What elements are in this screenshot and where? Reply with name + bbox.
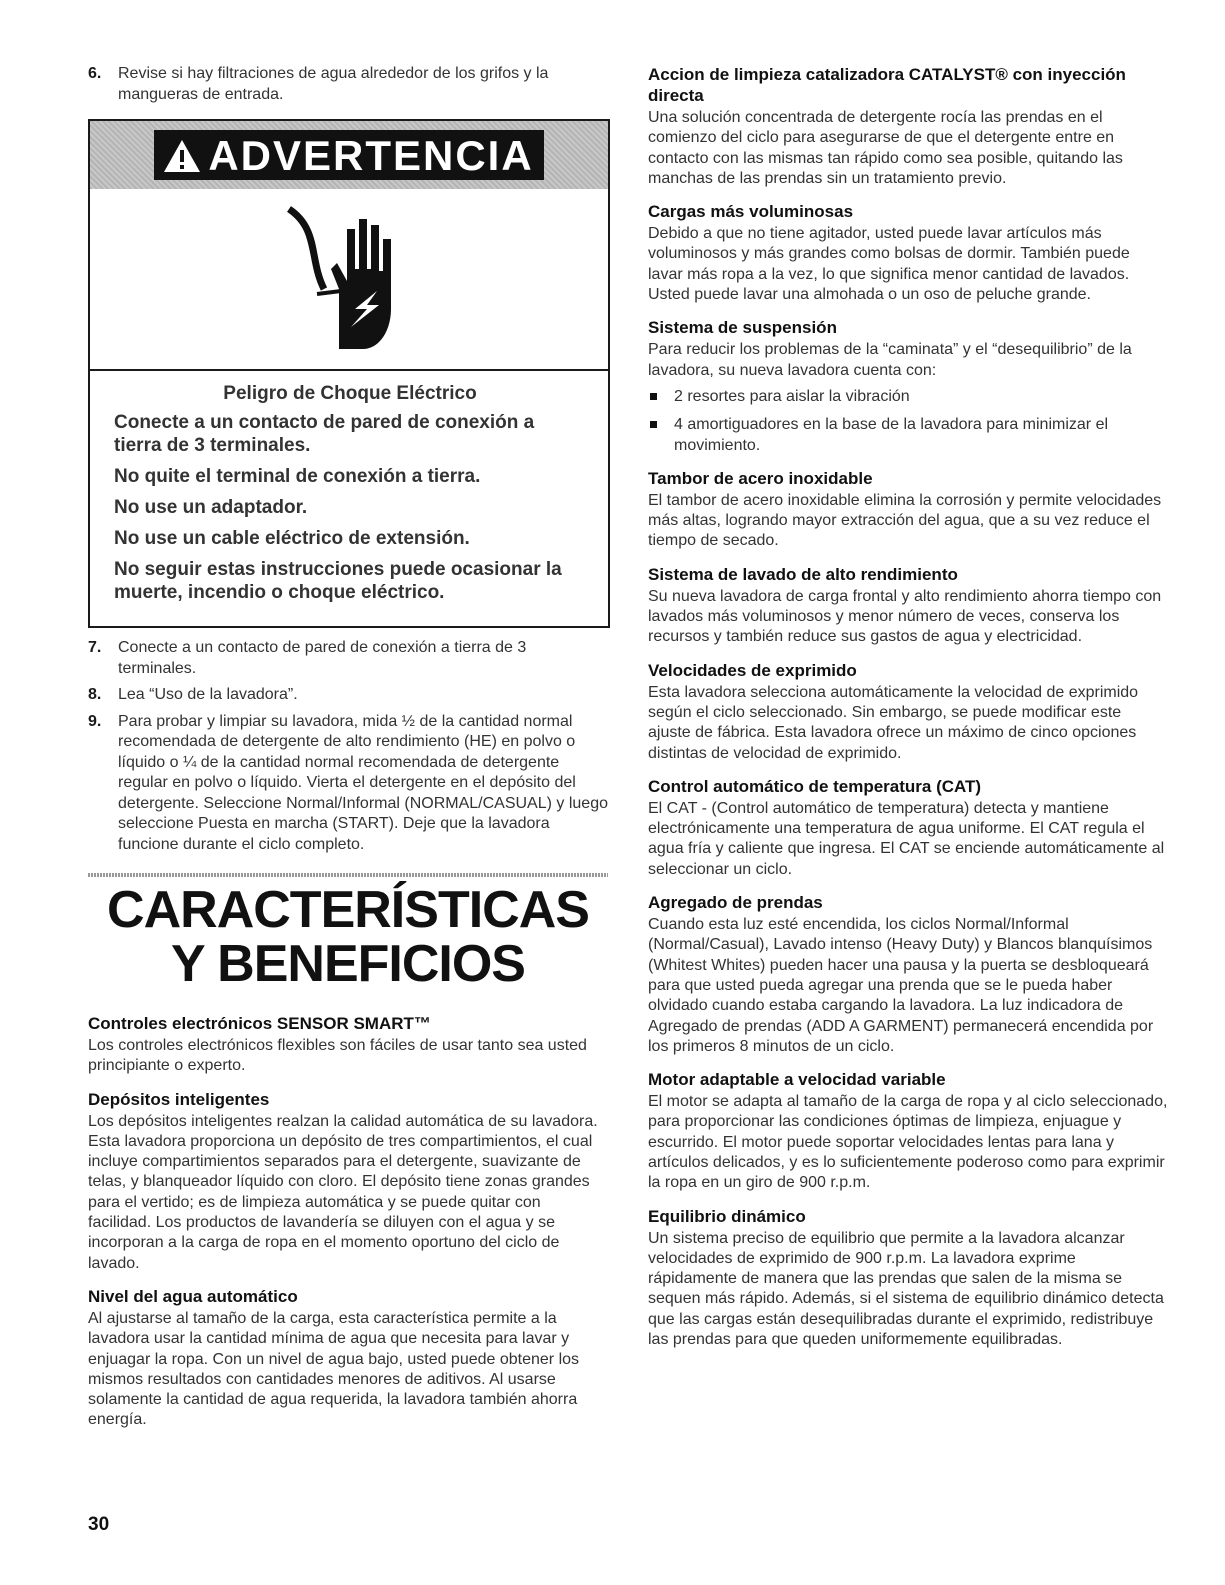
feature-section xyxy=(648,201,1168,305)
step-text: Revise si hay filtraciones de agua alrededor de los grifos y la mangueras de entrada. xyxy=(118,65,549,103)
feature-heading: Accion de limpieza catalizadora CATALYST® con inyección directa xyxy=(648,65,1126,105)
step-number: 9. xyxy=(88,712,102,730)
feature-heading: Motor adaptable a velocidad variable xyxy=(648,1070,946,1090)
feature-body: Para reducir los problemas de la “caminata” y el “desequilibrio” de la lavadora, su nueva lavadora cuenta con: xyxy=(648,341,1132,379)
feature-section xyxy=(648,1069,1168,1193)
warning-subtitle: Peligro de Choque Eléctrico xyxy=(223,383,477,404)
feature-section xyxy=(88,1286,608,1431)
warning-triangle-icon xyxy=(162,138,202,174)
feature-section xyxy=(648,64,1168,189)
page-title-line-1: CARACTERÍSTICAS xyxy=(107,881,589,939)
warning-line: No seguir estas instrucciones puede ocasionar la muerte, incendio o choque eléctrico. xyxy=(114,559,562,603)
electric-shock-hand-pictogram xyxy=(90,189,608,371)
section-divider xyxy=(88,873,608,877)
feature-body: El CAT - (Control automático de temperatura) detecta y mantiene electrónicamente una temperatura de agua uniforme. El CAT regula el agua fría y caliente que ingresa. El CAT se enciende automáticamente al seleccionar un ciclo. xyxy=(648,799,1165,878)
feature-body: Los controles electrónicos flexibles son fáciles de usar tanto sea usted principiante o experto. xyxy=(88,1037,587,1075)
feature-body: Un sistema preciso de equilibrio que permite a la lavadora alcanzar velocidades de exprimido de 900 r.p.m. La lavadora exprime rápidamente de manera que las prendas que salen de la misma se sequen más rápido. Además, si el sistema de equilibrio dinámico detecta que las cargas están desequilibradas durante el exprimido, redistribuye las prendas para que queden uniformemente equilibradas. xyxy=(648,1229,1164,1349)
warning-line: No quite el terminal de conexión a tierra. xyxy=(114,466,481,487)
warning-line: Conecte a un contacto de pared de conexión a tierra de 3 terminales. xyxy=(114,412,535,456)
feature-heading: Nivel del agua automático xyxy=(88,1286,298,1306)
list-item xyxy=(88,638,608,679)
step-text: Lea “Uso de la lavadora”. xyxy=(118,686,298,703)
feature-heading: Tambor de acero inoxidable xyxy=(648,468,873,488)
feature-heading: Controles electrónicos SENSOR SMART™ xyxy=(88,1014,431,1033)
list-item xyxy=(648,415,1168,456)
feature-body: El tambor de acero inoxidable elimina la corrosión y permite velocidades más altas, logrando mayor extracción del agua, que a su vez reduce el tiempo de secado. xyxy=(648,491,1162,550)
feature-section xyxy=(648,776,1168,880)
feature-heading: Depósitos inteligentes xyxy=(88,1089,270,1109)
feature-heading: Velocidades de exprimido xyxy=(648,660,857,680)
bullet-text: 4 amortiguadores en la base de la lavadora para minimizar el movimiento. xyxy=(674,416,1109,454)
feature-bullet-list xyxy=(648,387,1168,456)
warning-line: No use un cable eléctrico de extensión. xyxy=(114,528,470,549)
feature-section xyxy=(648,317,1168,455)
feature-heading: Agregado de prendas xyxy=(648,893,823,913)
feature-section xyxy=(648,1206,1168,1351)
feature-body: Una solución concentrada de detergente rocía las prendas en el comienzo del ciclo para asegurarse de que el detergente entre en contacto con las mismas tan rápido como sea posible, quitando las manchas de las prendas sin un tratamiento previo. xyxy=(648,109,1123,187)
feature-body: Los depósitos inteligentes realzan la calidad automática de su lavadora. Esta lavadora proporciona un depósito de tres compartimientos, el cual incluye compartimientos separados para el detergente, suavizante de telas, y blanqueador líquido con cloro. El depósito tiene zonas grandes para el vertido; es de limpieza automática y se puede quitar con facilidad. Los productos de lavandería se diluyen con el agua y se incorporan a la carga de ropa en el momento oportuno del ciclo de lavado. xyxy=(88,1112,598,1272)
feature-heading: Equilibrio dinámico xyxy=(648,1206,806,1226)
warning-line: No use un adaptador. xyxy=(114,497,308,518)
feature-section xyxy=(648,660,1168,764)
step-text: Para probar y limpiar su lavadora, mida ½ de la cantidad normal recomendada de detergente de alto rendimiento (HE) en polvo o líquido o ¼ de la cantidad normal recomendada de detergente regular en polvo o líquido. Vierta el detergente en el depósito del detergente. Seleccione Normal/Informal (NORMAL/CASUAL) y luego seleccione Puesta en marcha (START). Deje que la lavadora funcione durante el ciclo completo. xyxy=(118,712,608,853)
bullet-text: 2 resortes para aislar la vibración xyxy=(674,387,910,405)
feature-body: Esta lavadora selecciona automáticamente la velocidad de exprimido según el ciclo seleccionado. Sin embargo, se puede modificar este ajuste de fábrica. Esta lavadora ofrece un máximo de cinco opciones distintas de velocidad de exprimido. xyxy=(648,683,1139,762)
install-steps-list-a xyxy=(88,64,608,105)
feature-body: Debido a que no tiene agitador, usted puede lavar artículos más voluminosos y más grandes como bolsas de dormir. También puede lavar más ropa a la vez, lo que significa menor cantidad de lavados. Usted puede lavar una almohada o un oso de peluche grande. xyxy=(648,225,1130,304)
page-title-line-2: Y BENEFICIOS xyxy=(170,935,525,993)
feature-section xyxy=(648,892,1168,1057)
left-column xyxy=(88,64,608,1443)
page-title xyxy=(88,883,608,991)
square-bullet-icon xyxy=(650,393,657,400)
feature-section xyxy=(88,1013,608,1077)
feature-heading: Control automático de temperatura (CAT) xyxy=(648,776,982,796)
list-item xyxy=(648,387,1168,407)
square-bullet-icon xyxy=(650,421,657,428)
step-number: 8. xyxy=(88,686,102,703)
install-steps-list-b xyxy=(88,638,608,855)
warning-title: ADVERTENCIA xyxy=(208,132,534,179)
step-number: 6. xyxy=(88,65,102,82)
feature-body: Cuando esta luz esté encendida, los ciclos Normal/Informal (Normal/Casual), Lavado intenso (Heavy Duty) y Blancos blanquísimos (Whitest Whites) pueden hacer una pausa y la puerta se desbloqueará para que usted pueda agregar una prenda que se le pueda haber olvidado cuando estaba cargando la lavadora. La luz indicadora de Agregado de prendas (ADD A GARMENT) permanecerá encendida por los primeros 8 minutos de un ciclo. xyxy=(648,916,1154,1055)
feature-section xyxy=(648,468,1168,552)
warning-text xyxy=(90,371,608,626)
feature-body: El motor se adapta al tamaño de la carga de ropa y al ciclo seleccionado, para proporcionar las condiciones óptimas de limpieza, enjuague y escurrido. El motor puede soportar velocidades lentas para lana y artículos delicados, y es lo suficientemente poderoso como para exprimir la ropa en un giro de 900 r.p.m. xyxy=(648,1093,1168,1192)
feature-body: Al ajustarse al tamaño de la carga, esta característica permite a la lavadora usar la cantidad mínima de agua que necesita para lavar y enjuagar la ropa. Con un nivel de agua bajo, usted puede obtener los mismos resultados con cantidades menores de aditivos. Al usarse solamente la cantidad de agua requerida, la lavadora también ahorra energía. xyxy=(88,1309,580,1429)
warning-box xyxy=(88,119,610,628)
electric-shock-hand-icon xyxy=(279,199,419,359)
list-item xyxy=(88,64,608,105)
page-number: 30 xyxy=(88,1514,110,1535)
feature-section xyxy=(648,564,1168,648)
feature-body: Su nueva lavadora de carga frontal y alto rendimiento ahorra tiempo con lavados más voluminosos y menor número de veces, conserva los recursos y también reduce sus gastos de agua y electricidad. xyxy=(648,587,1162,646)
warning-title-banner xyxy=(154,130,543,180)
step-text: Conecte a un contacto de pared de conexión a tierra de 3 terminales. xyxy=(118,639,527,677)
list-item xyxy=(88,685,608,706)
feature-heading: Sistema de lavado de alto rendimiento xyxy=(648,564,958,584)
step-number: 7. xyxy=(88,639,102,656)
feature-heading: Cargas más voluminosas xyxy=(648,202,854,222)
right-column xyxy=(648,64,1168,1362)
list-item xyxy=(88,712,608,856)
warning-header xyxy=(90,121,608,189)
feature-section xyxy=(88,1089,608,1274)
feature-heading: Sistema de suspensión xyxy=(648,318,837,338)
